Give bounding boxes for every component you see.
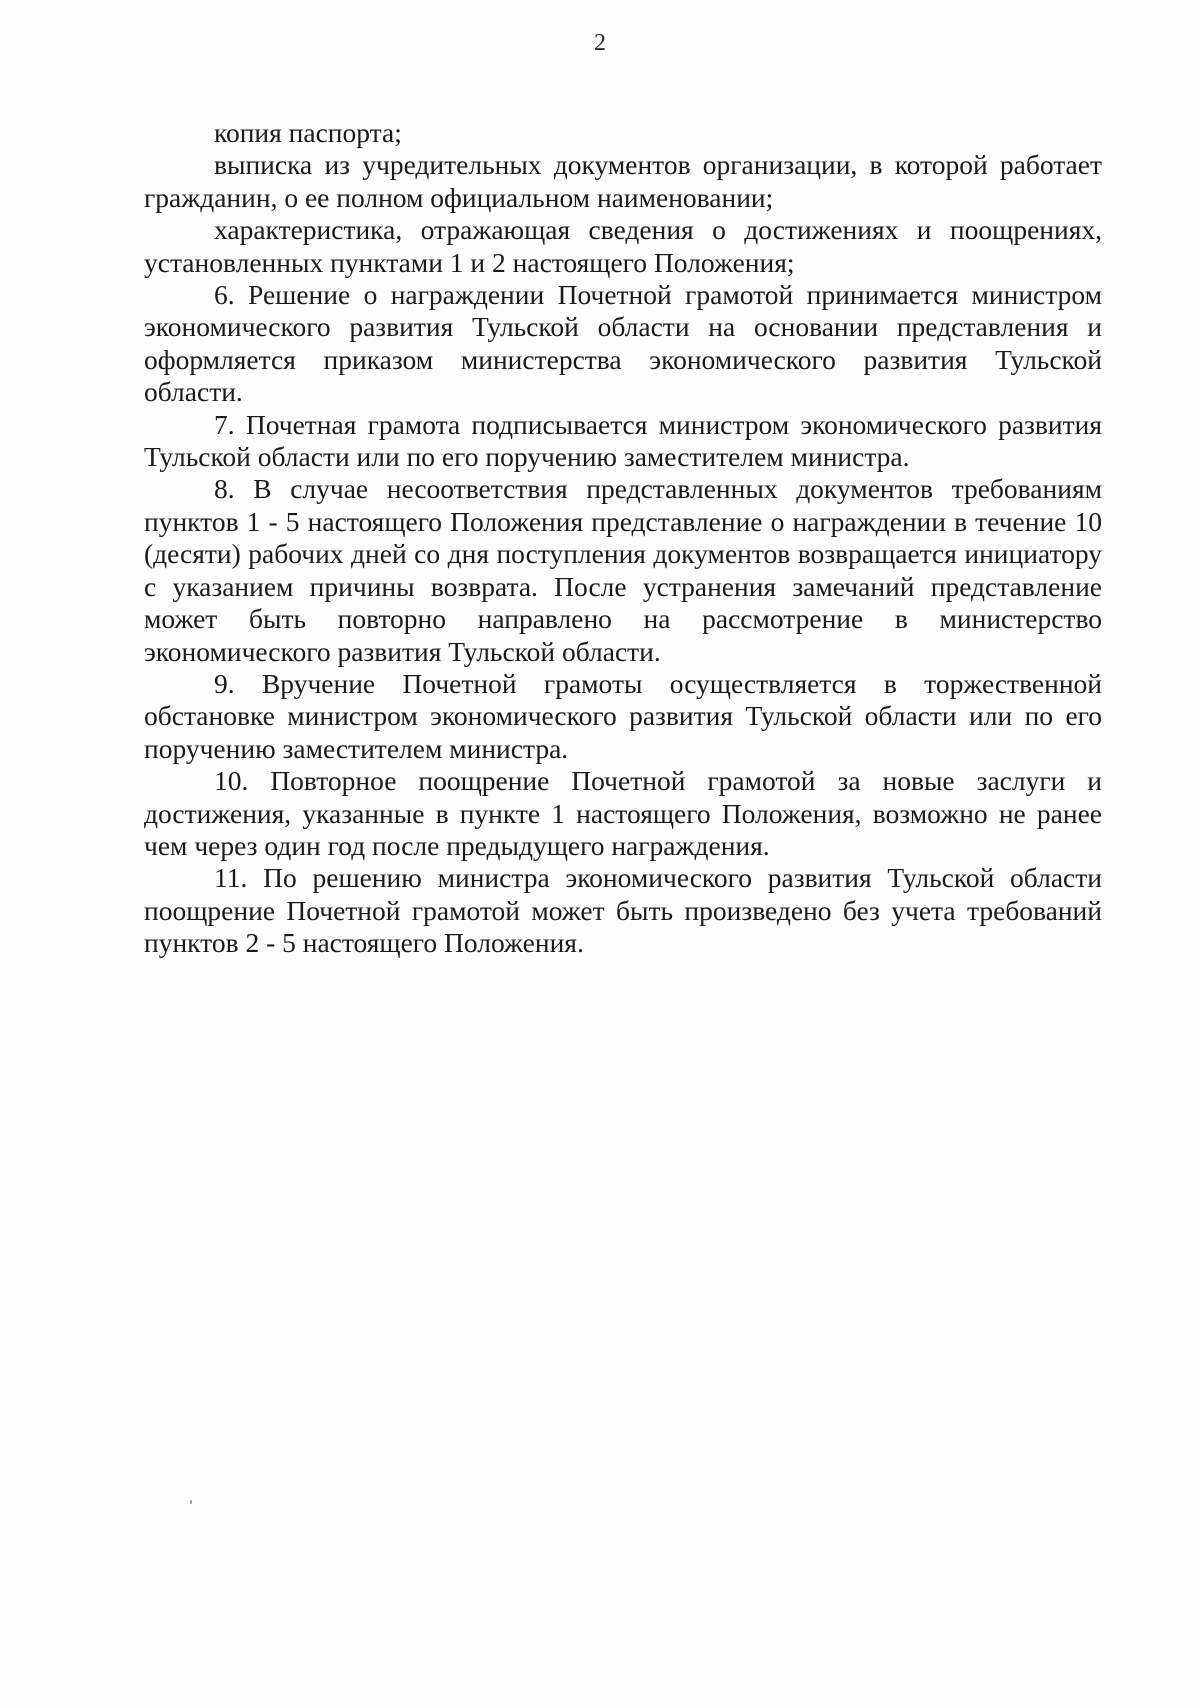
paragraph-item-10: 10. Повторное поощрение Почетной грамотой за новые заслуги и достижения, указанные в пункте 1 настоящего Положения, возможно не ранее чем через один год после предыдущего награждения. <box>144 765 1102 861</box>
paragraph-item-8: 8. В случае несоответствия представленных документов требованиям пунктов 1 - 5 настоящего Положения представление о награждении в течение 10 (десяти) рабочих дней со дня поступления документов возвращается инициатору с указанием причины возврата. После устранения замечаний представление может быть повторно направлено на рассмотрение в министерство экономического развития Тульской области. <box>144 473 1102 667</box>
paragraph-founding-documents: выписка из учредительных документов организации, в которой работает гражданин, о ее полном официальном наименовании; <box>144 149 1102 213</box>
scan-speck <box>190 1500 192 1504</box>
page-number: 2 <box>594 30 606 56</box>
paragraph-item-6: 6. Решение о награждении Почетной грамотой принимается министром экономического развития Тульской области на основании представления и оформляется приказом министерства экономического развития Тульской области. <box>144 279 1102 408</box>
paragraph-passport-copy: копия паспорта; <box>214 117 402 148</box>
paragraph-characteristic: характеристика, отражающая сведения о достижениях и поощрениях, установленных пунктами 1 и 2 настоящего Положения; <box>144 214 1102 278</box>
document-body <box>144 117 1102 960</box>
paragraph-item-11: 11. По решению министра экономического развития Тульской области поощрение Почетной грамотой может быть произведено без учета требований пунктов 2 - 5 настоящего Положения. <box>144 862 1102 959</box>
paragraph-item-9: 9. Вручение Почетной грамоты осуществляется в торжественной обстановке министром экономического развития Тульской области или по его поручению заместителем министра. <box>144 667 1102 764</box>
paragraph-item-7: 7. Почетная грамота подписывается министром экономического развития Тульской области или по его поручению заместителем министра. <box>144 408 1102 473</box>
